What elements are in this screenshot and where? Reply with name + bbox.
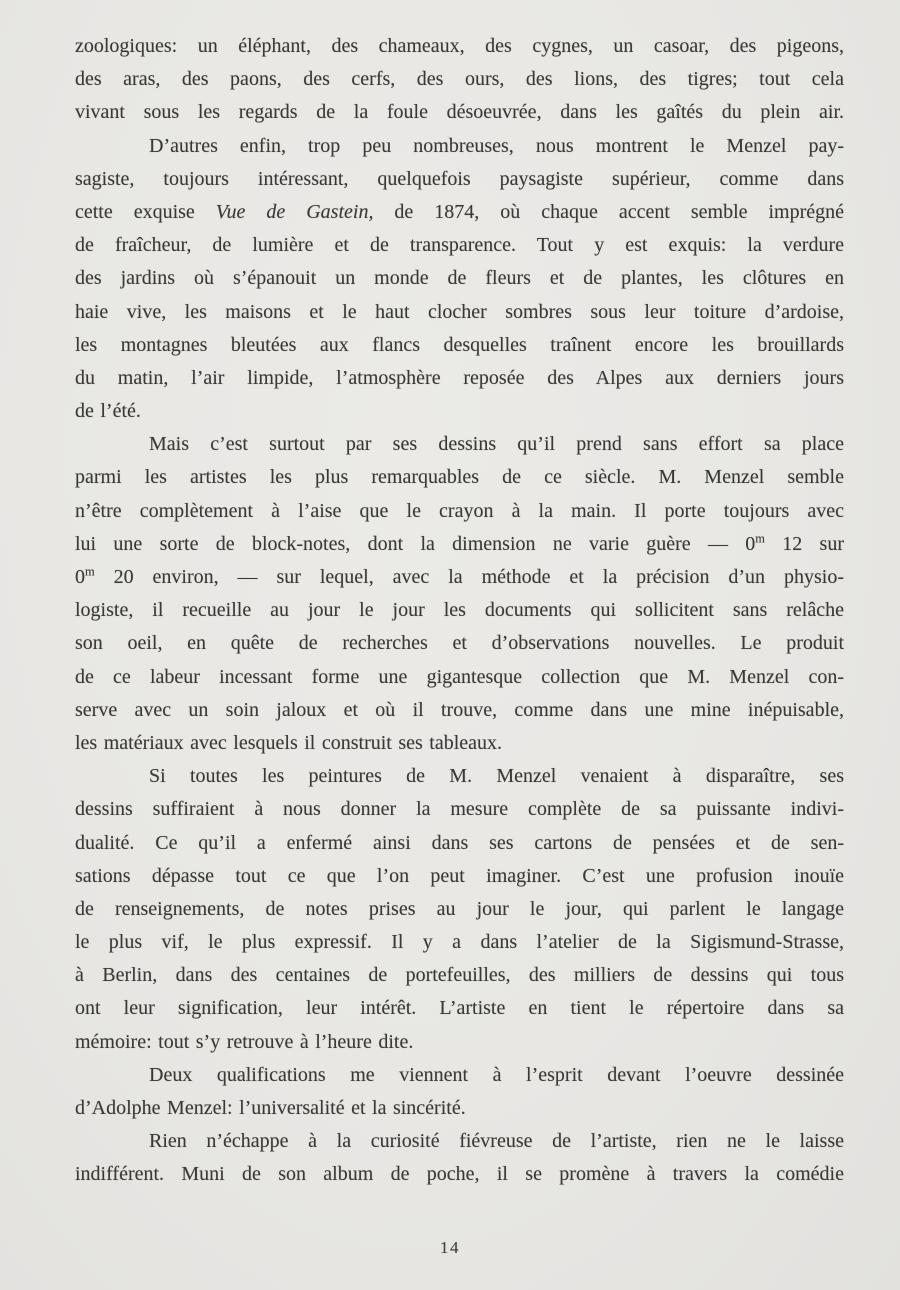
text-line: Mais c’est surtout par ses dessins qu’il prend sans effort sa place bbox=[149, 433, 844, 456]
paragraph bbox=[75, 130, 844, 429]
text-line: vivant sous les regards de la foule désoeuvrée, dans les gaîtés du plein air. bbox=[75, 101, 844, 124]
paragraph bbox=[75, 428, 844, 760]
page-text bbox=[75, 30, 844, 1192]
text-line: n’être complètement à l’aise que le crayon à la main. Il porte toujours avec bbox=[75, 499, 844, 522]
text-line: à Berlin, dans des centaines de portefeuilles, des milliers de dessins qui tous bbox=[75, 964, 844, 987]
text-line: sations dépasse tout ce que l’on peut imaginer. C’est une profusion inouïe bbox=[75, 864, 844, 887]
text-line: de ce labeur incessant forme une gigantesque collection que M. Menzel con- bbox=[75, 665, 844, 688]
text-line: de fraîcheur, de lumière et de transparence. Tout y est exquis: la verdure bbox=[75, 234, 844, 257]
text-line: sagiste, toujours intéressant, quelquefois paysagiste supérieur, comme dans bbox=[75, 167, 844, 190]
text-line: ont leur signification, leur intérêt. L’artiste en tient le répertoire dans sa bbox=[75, 997, 844, 1020]
text-line: les montagnes bleutées aux flancs desquelles traînent encore les brouillards bbox=[75, 333, 844, 356]
text-line: Deux qualifications me viennent à l’esprit devant l’oeuvre dessinée bbox=[149, 1063, 844, 1086]
text-line: cette exquise Vue de Gastein, de 1874, où chaque accent semble imprégné bbox=[75, 200, 844, 223]
text-line: serve avec un soin jaloux et où il trouve, comme dans une mine inépuisable, bbox=[75, 698, 844, 721]
text-line: dualité. Ce qu’il a enfermé ainsi dans ses cartons de pensées et de sen- bbox=[75, 831, 844, 854]
text-line: de renseignements, de notes prises au jour le jour, qui parlent le langage bbox=[75, 897, 844, 920]
text-line: zoologiques: un éléphant, des chameaux, des cygnes, un casoar, des pigeons, bbox=[75, 35, 844, 57]
text-line: dessins suffiraient à nous donner la mesure complète de sa puissante indivi- bbox=[75, 798, 844, 821]
text-line: des jardins où s’épanouit un monde de fleurs et de plantes, les clôtures en bbox=[75, 267, 844, 290]
text-line: 0$^m$ 20 environ, — sur lequel, avec la méthode et la précision d’un physio- bbox=[75, 564, 844, 588]
text-line: haie vive, les maisons et le haut clocher sombres sous leur toiture d’ardoise, bbox=[75, 300, 844, 323]
text-line: du matin, l’air limpide, l’atmosphère reposée des Alpes aux derniers jours bbox=[75, 366, 844, 389]
paragraph bbox=[75, 30, 844, 130]
page-number: 14 bbox=[440, 1238, 460, 1257]
text-line: d’Adolphe Menzel: l’universalité et la sincérité. bbox=[75, 1097, 466, 1119]
paragraph bbox=[75, 1059, 844, 1125]
text-line: mémoire: tout s’y retrouve à l’heure dite. bbox=[75, 1030, 414, 1053]
paragraph bbox=[75, 760, 844, 1059]
text-line: le plus vif, le plus expressif. Il y a dans l’atelier de la Sigismund-Strasse, bbox=[75, 931, 844, 954]
text-line: Rien n’échappe à la curiosité fiévreuse de l’artiste, rien ne le laisse bbox=[149, 1130, 844, 1153]
text-line: des aras, des paons, des cerfs, des ours, des lions, des tigres; tout cela bbox=[75, 68, 844, 91]
text-line: de l’été. bbox=[75, 400, 141, 423]
paragraph bbox=[75, 1125, 844, 1191]
text-line: indifférent. Muni de son album de poche, il se promène à travers la comédie bbox=[75, 1163, 844, 1186]
text-line: lui une sorte de block-notes, dont la dimension ne varie guère — 0$^m$ 12 sur bbox=[75, 531, 844, 555]
text-line: D’autres enfin, trop peu nombreuses, nous montrent le Menzel pay- bbox=[149, 134, 844, 157]
text-line: parmi les artistes les plus remarquables de ce siècle. M. Menzel semble bbox=[75, 466, 844, 489]
text-line: les matériaux avec lesquels il construit ses tableaux. bbox=[75, 731, 503, 754]
text-line: Si toutes les peintures de M. Menzel venaient à disparaître, ses bbox=[149, 765, 844, 788]
text-line: son oeil, en quête de recherches et d’observations nouvelles. Le produit bbox=[75, 632, 844, 655]
text-line: logiste, il recueille au jour le jour les documents qui sollicitent sans relâche bbox=[75, 599, 844, 622]
